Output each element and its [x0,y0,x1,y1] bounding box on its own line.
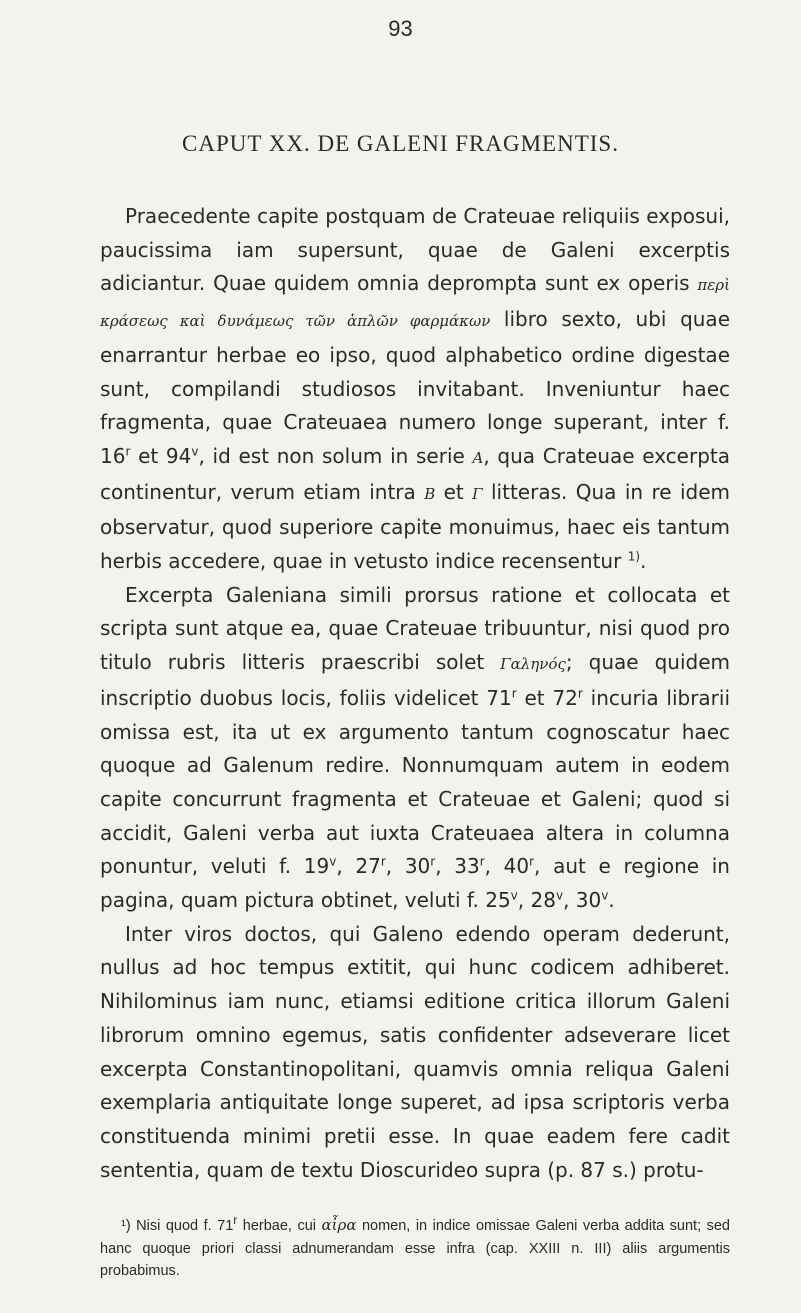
greek-aira: αἶρα [321,1216,357,1234]
folio-marker: r [380,854,386,869]
folio-verso-marker: v [191,444,199,459]
p2-text-9: , aut e regione in pagina, quam pictura obtinet, veluti f. 25 [100,854,730,913]
p2-text-11: , 30 [563,888,602,913]
folio-marker: v [329,854,337,869]
folio-marker: r [529,854,535,869]
footnote [100,1214,730,1283]
p2-text-6: , 30 [385,854,431,879]
p2-text-7: , 33 [435,854,480,879]
folio-marker: r [479,854,485,869]
greek-letter-gamma: Γ [472,484,483,503]
p2-text-5: , 27 [336,854,381,879]
folio-marker: r [511,686,517,701]
greek-letter-beta: Β [424,484,436,503]
greek-letter-alpha: Α [472,448,484,467]
greek-title-text: περὶ κράσεως καὶ δυνάμεως τῶν ἁπλῶν φαρμάκων [100,276,730,331]
chapter-title: CAPUT XX. DE GALENI FRAGMENTIS. [182,131,619,156]
folio-marker: r [430,854,436,869]
p2-text-3: et 72 [516,685,578,710]
folio-marker: v [510,888,518,903]
p2-text-1: Excerpta Galeniana simili prorsus ratione et collocata et scripta sunt atque ea, quae Crateuae tribuuntur, nisi quod pro titulo rubris litteris praescribi solet [100,582,730,675]
greek-galenos: Γαληνός [500,655,566,674]
p1-text-3: et 94 [130,443,192,468]
p1-text-6: et [435,479,473,504]
paragraph-1 [100,200,730,579]
p2-text-4: incuria librarii omissa est, ita ut ex argumento tantum cognoscatur haec quoque ad Galenum redire. Nonnumquam autem in eodem capite concurrunt fragmenta et Crateuae et Galeni; quod si accidit, Galeni verba aut iuxta Crateuaea altera in columna ponuntur, veluti f. 19 [100,685,731,879]
main-text [100,200,730,1187]
folio-recto-marker: r [125,444,131,459]
footnote-text-2: herbae, cui [237,1218,322,1234]
paragraph-3: Inter viros doctos, qui Galeno edendo operam dederunt, nullus ad hoc tempus extitit, qui hunc codicem adhiberet. Nihilominus iam nunc, etiamsi editione critica illorum Galeni librorum omnino egemus, satis confidenter adseverare licet excerpta Constantinopolitani, quamvis omnia reliqua Galeni exemplaria antiquitate longe superet, ad ipsa scriptoris verba constituenda minimi pretii esse. In quae eadem fere cadit sententia, quam de textu Dioscurideo supra (p. 87 s.) protu- [100,921,730,1182]
folio-marker: r [577,686,583,701]
paragraph-2 [100,579,730,918]
p2-text-10: , 28 [517,888,556,913]
folio-marker: r [233,1213,238,1228]
footnote-reference: 1) [627,549,641,564]
p1-text-8: . [640,549,647,574]
p2-text-12: . [608,888,615,913]
footnote-text-1: ¹) Nisi quod f. 71 [121,1218,234,1234]
p1-text-2: libro sexto, ubi quae enarrantur herbae eo ipso, quod alphabetico ordine digestae sunt, compilandi studiosos invitabant. Inveniuntur haec fragmenta, quae Crateuaea numero longe superant, inter f. 16 [100,307,730,468]
p1-text-1: Praecedente capite postquam de Crateuae reliquiis exposui, paucissima iam supersunt, quae de Galeni excerptis adiciantur. Quae quidem omnia deprompta sunt ex operis [100,204,730,296]
footnote-text-3: nomen, in indice omissae Galeni verba addita sunt; sed hanc quoque priori classi adnumerandam esse infra (cap. XXIII n. III) aliis argumentis probabimus. [100,1218,730,1279]
p2-text-8: , 40 [484,854,530,879]
folio-marker: v [601,888,609,903]
folio-marker: v [555,888,564,903]
p1-text-4: , id est non solum in serie [198,443,473,468]
p1-text-5: , qua Crateuae excerpta continentur, verum etiam intra [100,443,731,504]
p2-text-2: ; quae quidem inscriptio duobus locis, foliis videlicet 71 [100,650,731,710]
page-number: 93 [388,16,413,41]
p1-text-7: litteras. Qua in re idem observatur, quod superiore capite monuimus, haec eis tantum herbis accedere, quae in vetusto indice recensentur [100,479,730,574]
